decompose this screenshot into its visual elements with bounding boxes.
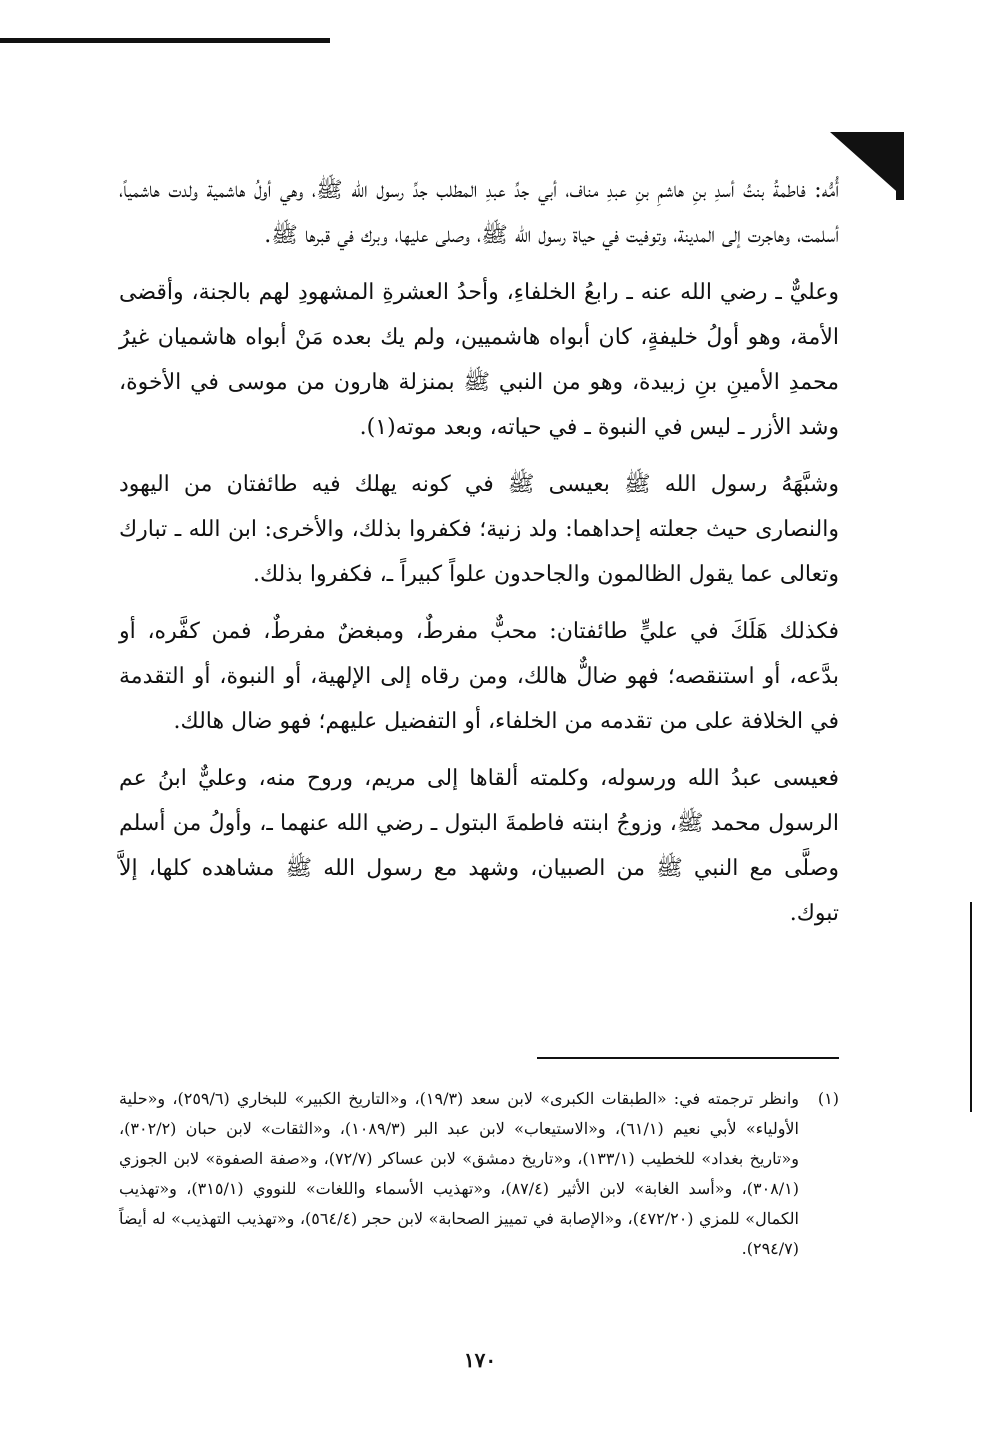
corner-mark-edge: [896, 132, 904, 200]
footnotes-section: [119, 1084, 839, 1264]
paragraph-conclusion: فعيسى عبدُ الله ورسوله، وكلمته ألقاها إلى مريم، وروح منه، وعليٌّ ابنُ عم الرسول محمد ﷺ، وزوجُ ابنته فاطمةَ البتول ـ رضي الله عنهما ـ، وأولُ من أسلم وصلَّى مع النبي ﷺ من الصبيان، وشهد مع رسول الله ﷺ مشاهده كلها، إلاَّ تبوك.: [119, 766, 839, 926]
body-text: [119, 168, 839, 948]
footnote-separator: [537, 1057, 839, 1059]
margin-rule: [970, 902, 972, 1112]
corner-triangle-mark: [830, 132, 904, 198]
page-number: ١٧٠: [463, 1348, 497, 1372]
footnote-number: (١): [817, 1089, 839, 1108]
paragraph-two-groups: فكذلك هَلَكَ في عليٍّ طائفتان: محبٌّ مفرطٌ، ومبغضٌ مفرطٌ، فمن كفَّره، أو بدَّعه، أو استنقصه؛ فهو ضالٌّ هالك، ومن رقاه إلى الإلهية، أو النبوة، أو التقدمة في الخلافة على من تقدمه من الخلفاء، أو التفضيل عليهم؛ فهو ضال هالك.: [119, 619, 839, 734]
footnote-item: [119, 1084, 839, 1264]
paragraph-ali: وعليٌّ ـ رضي الله عنه ـ رابعُ الخلفاءِ، وأحدُ العشرةِ المشهودِ لهم بالجنة، وأقضى الأمة، وهو أولُ خليفةٍ، كان أبواه هاشميين، ولم يك بعده مَنْ أبواه هاشميان غيرُ محمدِ الأمينِ بنِ زبيدة، وهو من النبي ﷺ بمنزلة هارون من موسى في الأخوة، وشد الأزر ـ ليس في النبوة ـ في حياته، وبعد موته(١).: [119, 280, 839, 440]
paragraph-comparison-isa: وشبَّهَهُ رسول الله ﷺ بعيسى ﷺ في كونه يهلك فيه طائفتان من اليهود والنصارى حيث جعلته إحداهما: ولد زنية؛ فكفروا بذلك، والأخرى: ابن الله ـ تبارك وتعالى عما يقول الظالمون والجاحدون علواً كبيراً ـ، فكفروا بذلك.: [119, 472, 839, 587]
footnote-text: وانظر ترجمته في: «الطبقات الكبرى» لابن سعد (١٩/٣)، و«التاريخ الكبير» للبخاري (٢٥٩/٦)، و«حلية الأولياء» لأبي نعيم (٦١/١)، و«الاستيعاب» لابن عبد البر (١٠٨٩/٣)، و«الثقات» لابن حبان (٣٠٢/٢)، و«تاريخ بغداد» للخطيب (١٣٣/١)، و«تاريخ دمشق» لابن عساكر (٧٢/٧)، و«صفة الصفوة» لابن الجوزي (٣٠٨/١)، و«أسد الغابة» لابن الأثير (٨٧/٤)، و«تهذيب الأسماء واللغات» للنووي (٣١٥/١)، و«تهذيب الكمال» للمزي (٤٧٢/٢٠)، و«الإصابة في تمييز الصحابة» لابن حجر (٥٦٤/٤)، و«تهذيب التهذيب» له أيضاً (٢٩٤/٧).: [119, 1089, 800, 1258]
header-rule: [0, 38, 330, 43]
paragraph-mother: أُمُّه: فاطمةُ بنتُ أسدِ بنِ هاشمِ بنِ عبدِ مناف، أبي جدِّ عبدِ المطلب جدِّ رسول الله ﷺ، وهي أولُ هاشمية ولدت هاشمياً، أسلمت، وهاجرت إلى المدينة، وتوفيت في حياة رسول الله ﷺ، وصلى عليها، وبرك في قبرها ﷺ.: [119, 178, 839, 248]
